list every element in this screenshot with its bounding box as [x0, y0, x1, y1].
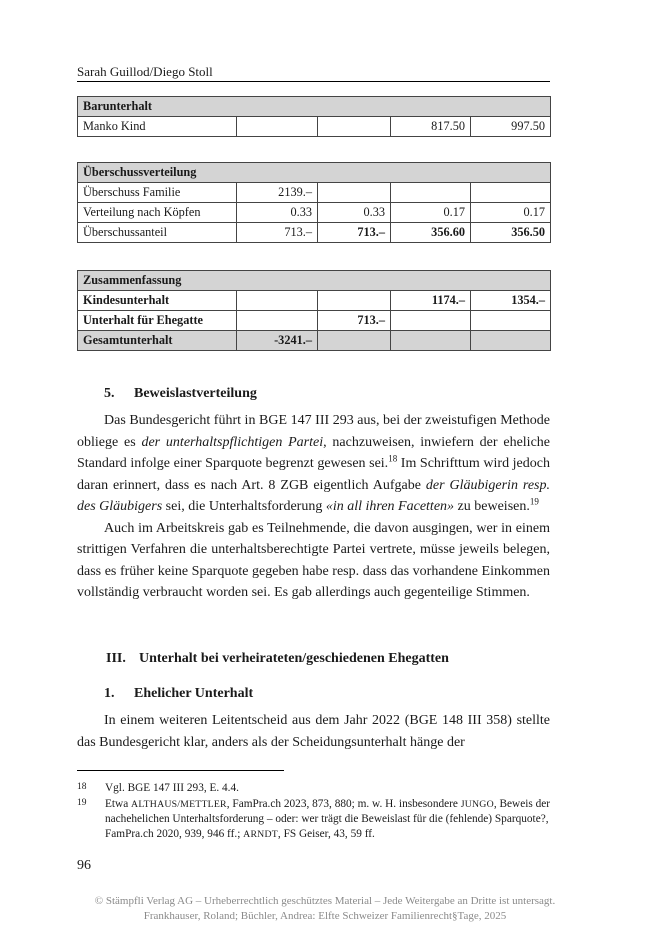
- section-title: Ehelicher Unterhalt: [134, 686, 254, 701]
- ueberschussverteilung-table: [77, 162, 551, 243]
- cell: 0.33: [318, 203, 391, 223]
- source-notice: Frankhauser, Roland; Büchler, Andrea: Elfte Schweizer Familienrecht§Tage, 2025: [143, 910, 507, 922]
- row-label: Gesamtunterhalt: [78, 331, 237, 351]
- cell: 356.50: [471, 223, 551, 243]
- chapter-title: Unterhalt bei verheirateten/geschiedenen Ehegatten: [139, 651, 449, 666]
- cell: [471, 331, 551, 351]
- chapter-number: III.: [106, 651, 126, 666]
- row-label: Überschussanteil: [78, 223, 237, 243]
- footnote-text: Vgl. BGE 147 III 293, E. 4.4.: [105, 782, 239, 794]
- footnote-number: 19: [77, 798, 87, 808]
- author-name: JUNGO: [460, 799, 494, 810]
- cell: 997.50: [471, 117, 551, 137]
- footnote-19: [77, 797, 550, 842]
- body-text: [77, 710, 550, 753]
- cell: 0.17: [471, 203, 551, 223]
- row-label: Überschuss Familie: [78, 183, 237, 203]
- barunterhalt-table: [77, 96, 551, 137]
- table-row: [78, 203, 551, 223]
- footnote-number: 18: [77, 782, 87, 792]
- emphasis: der unterhaltspflichtigen Partei: [141, 434, 324, 450]
- footnote-text: Etwa ALTHAUS/METTLER, FamPra.ch 2023, 873, 880; m. w. H. insbesondere JUNGO, Beweis der nachehelichen Unterhaltsforderung – oder: wer trägt die Beweislast für die (fehlende) Sparquote?, FamPra.ch 2020, 939, 946 ff.; ARNDT, FS Geiser, 43, 59 ff.: [105, 798, 551, 840]
- cell: [391, 183, 471, 203]
- table-header: Überschussverteilung: [78, 163, 551, 183]
- table-row: [78, 291, 551, 311]
- cell: [391, 311, 471, 331]
- cell: 1354.–: [471, 291, 551, 311]
- copyright-notice: © Stämpfli Verlag AG – Urheberrechtlich geschütztes Material – Jede Weitergabe an Dritte ist untersagt.: [94, 895, 556, 907]
- cell: 817.50: [391, 117, 471, 137]
- cell: [471, 183, 551, 203]
- cell: 713.–: [318, 311, 391, 331]
- cell: [237, 117, 318, 137]
- row-label: Verteilung nach Köpfen: [78, 203, 237, 223]
- table-row: [78, 183, 551, 203]
- cell: [318, 117, 391, 137]
- row-label: Unterhalt für Ehegatte: [78, 311, 237, 331]
- table-row: [78, 223, 551, 243]
- table-row: [78, 331, 551, 351]
- cell: [318, 331, 391, 351]
- cell: 713.–: [237, 223, 318, 243]
- author-name: ARNDT: [243, 829, 278, 840]
- cell: [237, 311, 318, 331]
- section-number: 1.: [104, 686, 115, 701]
- paragraph: Das Bundesgericht führt in BGE 147 III 293 aus, bei der zweistufigen Methode obliege es der unterhaltspflichtigen Partei, nachzuweisen, inwiefern der eheliche Standard infolge einer Sparquote begrenzt gewesen sei.$^{18}$ Im Schrifttum wird jedoch daran erinnert, dass es nach Art. 8 ZGB eigentlich Aufgabe der Gläubigerin resp. des Gläubigers sei, die Unterhaltsforderung «in all ihren Facetten» zu beweisen.$^{19}$: [77, 413, 550, 514]
- cell: -3241.–: [237, 331, 318, 351]
- header-rule: [77, 81, 550, 82]
- running-head: Sarah Guillod/Diego Stoll: [77, 64, 213, 79]
- table-row: [78, 311, 551, 331]
- section-heading: [104, 686, 253, 702]
- page-number: 96: [77, 858, 91, 873]
- cell: 2139.–: [237, 183, 318, 203]
- cell: [237, 291, 318, 311]
- cell: 1174.–: [391, 291, 471, 311]
- section-number: 5.: [104, 386, 115, 401]
- footnote-rule: [77, 770, 284, 771]
- table-header: Zusammenfassung: [78, 271, 551, 291]
- body-text: [77, 410, 550, 604]
- table-row: [78, 117, 551, 137]
- cell: 0.17: [391, 203, 471, 223]
- emphasis: der Gläubigerin resp. des Gläubigers: [77, 477, 550, 514]
- cell: [471, 311, 551, 331]
- zusammenfassung-table: [77, 270, 551, 351]
- footnote-18: [77, 781, 550, 796]
- row-label: Manko Kind: [78, 117, 237, 137]
- cell: [318, 291, 391, 311]
- cell: [318, 183, 391, 203]
- cell: [391, 331, 471, 351]
- section-title: Beweislastverteilung: [134, 386, 257, 401]
- section-heading: [104, 386, 257, 402]
- chapter-heading: [106, 651, 449, 667]
- table-header: Barunterhalt: [78, 97, 551, 117]
- footnote-ref-19[interactable]: 19: [529, 496, 539, 507]
- paragraph: In einem weiteren Leitentscheid aus dem Jahr 2022 (BGE 148 III 358) stellte das Bundesgericht klar, anders als der Scheidungsunterhalt hänge der: [77, 713, 550, 750]
- cell: 713.–: [318, 223, 391, 243]
- row-label: Kindesunterhalt: [78, 291, 237, 311]
- cell: 0.33: [237, 203, 318, 223]
- cell: 356.60: [391, 223, 471, 243]
- paragraph: Auch im Arbeitskreis gab es Teilnehmende, die davon ausgingen, wer in einem strittigen Verfahren die unterhaltsberechtigte Partei vertrete, müsse jeweils belegen, dass es früher keine Sparquote gegeben habe resp. dass das vorhandene Einkommen vollständig verbraucht worden sei. Es gab allerdings auch gegenteilige Stimmen.: [77, 520, 550, 600]
- emphasis: «in all ihren Facetten»: [325, 499, 455, 514]
- author-name: ALTHAUS/METTLER: [131, 799, 227, 810]
- footnote-ref-18[interactable]: 18: [388, 453, 398, 464]
